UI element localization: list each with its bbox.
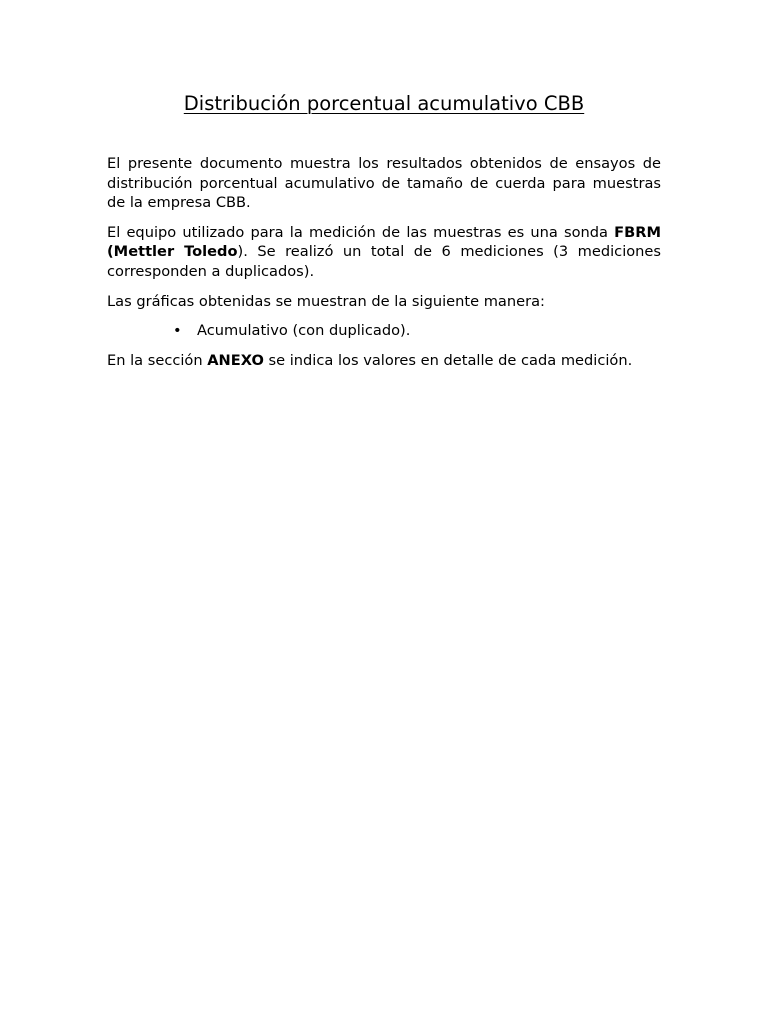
charts-bullet-list [107, 321, 661, 341]
intro-paragraph: El presente documento muestra los resultados obtenidos de ensayos de distribución porcentual acumulativo de tamaño de cuerda para muestras de la empresa CBB. [107, 155, 661, 212]
document-title: Distribución porcentual acumulativo CBB [183, 92, 585, 115]
equipment-text-before: El equipo utilizado para la medición de las muestras es una sonda [107, 223, 615, 241]
equipment-paragraph [107, 223, 661, 282]
list-item [107, 321, 661, 341]
equipment-name-bold: FBRM (Mettler Toledo [107, 223, 661, 261]
annex-section-bold: ANEXO [207, 351, 264, 369]
charts-paragraph: Las gráficas obtenidas se muestran de la siguiente manera: [107, 292, 545, 310]
bullet-text: Acumulativo (con duplicado). [197, 322, 411, 340]
equipment-text-after: ). Se realizó un total de 6 mediciones (3 mediciones corresponden a duplicados). [107, 243, 662, 280]
annex-text-after: se indica los valores en detalle de cada medición. [263, 351, 633, 369]
bullet-marker: • [173, 322, 182, 340]
document-body [107, 154, 661, 380]
annex-paragraph [107, 351, 661, 371]
annex-text-before: En la sección [107, 351, 208, 369]
